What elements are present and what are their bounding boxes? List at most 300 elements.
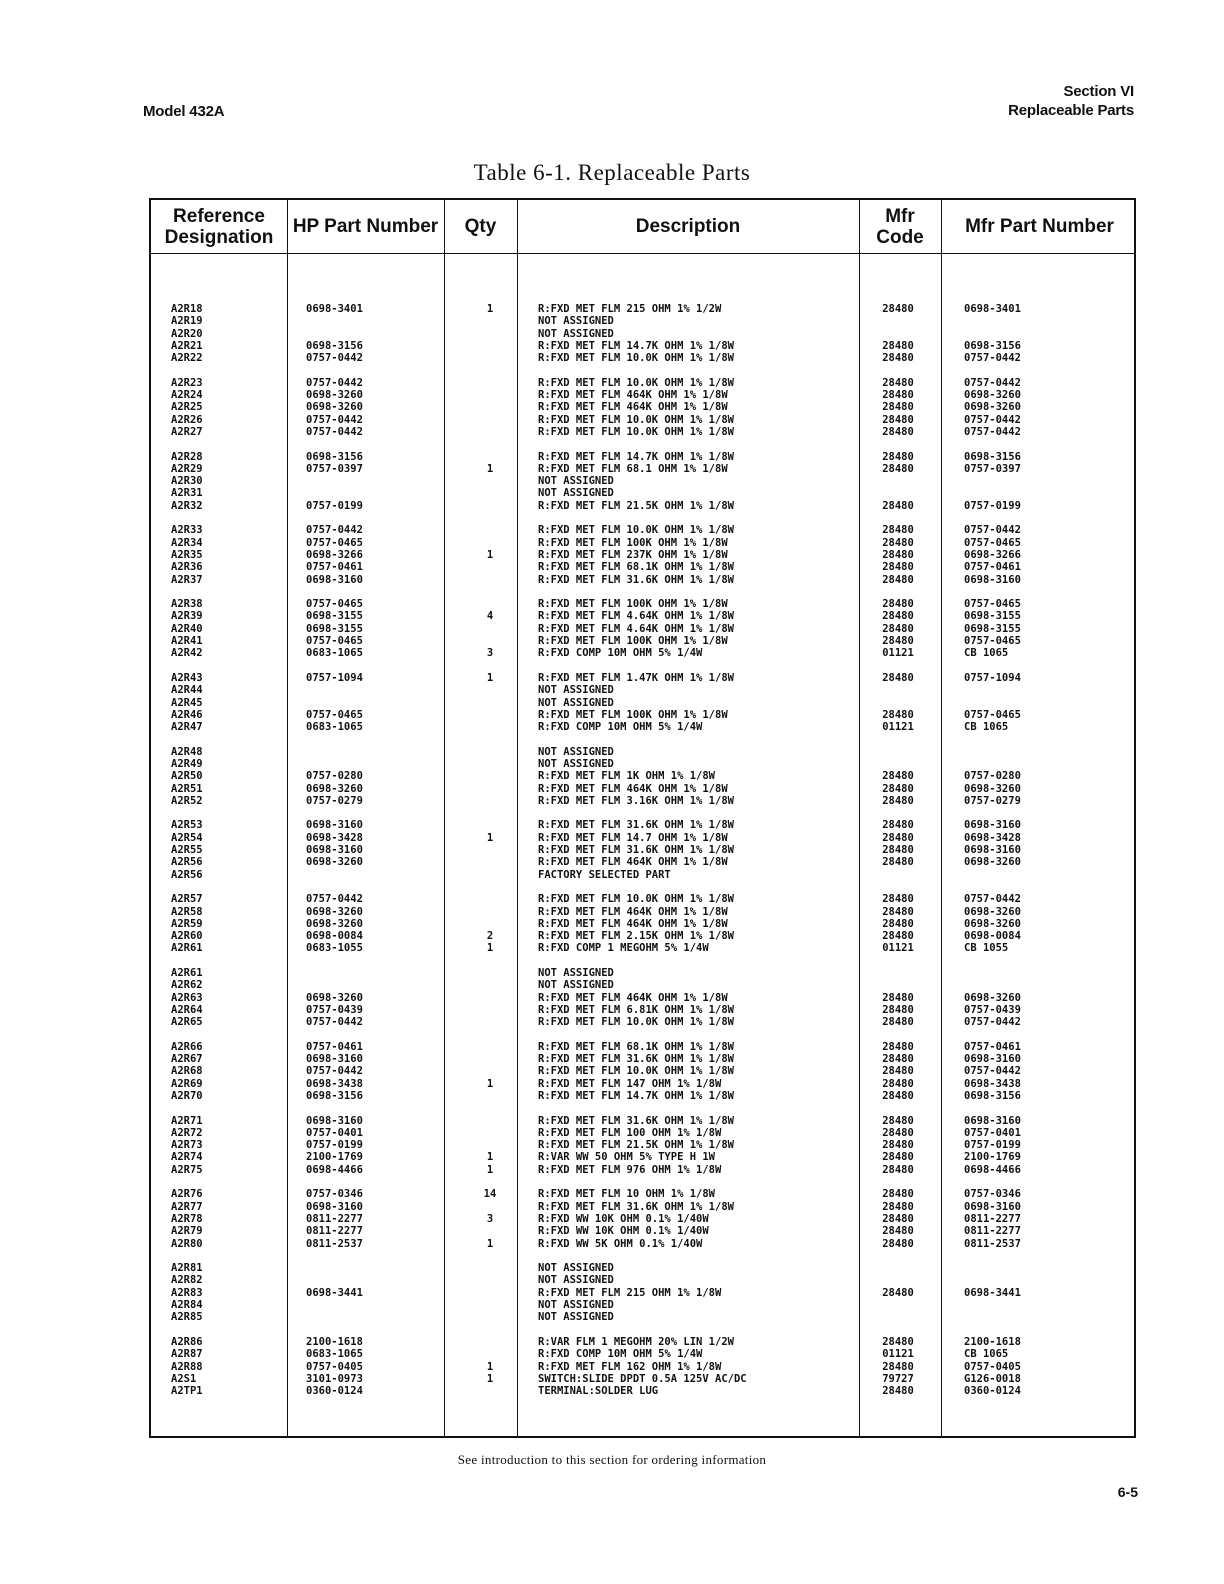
description-cell: R:FXD MET FLM 10.0K OHM 1% 1/8W [538, 893, 734, 906]
table-row [0, 623, 1224, 635]
reference-designation-cell: A2R36 [171, 561, 203, 574]
hp-part-number-cell: 0757-0199 [306, 1139, 363, 1152]
mfr-part-number-cell: 0757-0442 [964, 1016, 1021, 1029]
mfr-code-cell: 28480 [882, 1212, 914, 1225]
reference-designation-cell: A2S1 [171, 1372, 197, 1385]
description-cell: NOT ASSIGNED [538, 327, 614, 340]
col-header-description: Description [635, 216, 741, 237]
reference-designation-cell: A2R41 [171, 635, 203, 648]
reference-designation-cell: A2R78 [171, 1212, 203, 1225]
table-row [0, 389, 1224, 401]
reference-designation-cell: A2R22 [171, 352, 203, 365]
table-row [0, 1225, 1224, 1237]
reference-designation-cell: A2R68 [171, 1065, 203, 1078]
table-row [0, 684, 1224, 696]
reference-designation-cell: A2R18 [171, 303, 203, 315]
hp-part-number-cell: 0698-3160 [306, 819, 363, 832]
mfr-code-cell: 28480 [882, 401, 914, 414]
description-cell: R:FXD MET FLM 976 OHM 1% 1/8W [538, 1163, 722, 1176]
mfr-part-number-cell: 0698-0084 [964, 930, 1021, 943]
mfr-part-number-cell: 0698-3438 [964, 1077, 1021, 1090]
section-number: Section VI [1063, 83, 1134, 100]
reference-designation-cell: A2R46 [171, 708, 203, 721]
table-row [0, 1213, 1224, 1225]
mfr-code-cell: 28480 [882, 524, 914, 537]
reference-designation-cell: A2R73 [171, 1139, 203, 1152]
table-row [0, 1004, 1224, 1016]
section-header [1008, 82, 1134, 120]
table-row [0, 549, 1224, 561]
mfr-part-number-cell: 0698-3266 [964, 548, 1021, 561]
hp-part-number-cell: 0683-1065 [306, 721, 363, 734]
mfr-code-cell: 01121 [882, 1348, 914, 1361]
hp-part-number-cell: 0698-4466 [306, 1163, 363, 1176]
description-cell: R:FXD MET FLM 464K OHM 1% 1/8W [538, 782, 728, 795]
qty-cell: 1 [486, 1372, 494, 1385]
mfr-part-number-cell: 0757-0401 [964, 1126, 1021, 1139]
description-cell: R:FXD MET FLM 10.0K OHM 1% 1/8W [538, 413, 734, 426]
mfr-part-number-cell: 0698-3160 [964, 1114, 1021, 1127]
table-row [0, 1373, 1224, 1385]
description-cell: R:FXD MET FLM 215 OHM 1% 1/8W [538, 1286, 722, 1299]
description-cell: NOT ASSIGNED [538, 1299, 614, 1312]
mfr-code-cell: 28480 [882, 782, 914, 795]
qty-cell: 1 [486, 1360, 494, 1373]
row-group [0, 967, 1224, 1028]
mfr-part-number-cell: 0698-3401 [964, 303, 1021, 315]
qty-cell: 1 [486, 1151, 494, 1164]
col-header-hp-part-number: HP Part Number [292, 216, 439, 237]
mfr-code-cell: 28480 [882, 671, 914, 684]
hp-part-number-cell: 0757-0442 [306, 376, 363, 389]
mfr-code-cell: 28480 [882, 339, 914, 352]
hp-part-number-cell: 0811-2277 [306, 1225, 363, 1238]
mfr-code-cell: 28480 [882, 1151, 914, 1164]
mfr-code-cell: 28480 [882, 413, 914, 426]
mfr-code-cell: 28480 [882, 1225, 914, 1238]
qty-cell: 4 [486, 610, 494, 623]
table-row [0, 315, 1224, 327]
description-cell: R:FXD COMP 10M OHM 5% 1/4W [538, 647, 703, 660]
mfr-code-cell: 28480 [882, 844, 914, 857]
mfr-part-number-cell: 2100-1618 [964, 1335, 1021, 1348]
table-row [0, 561, 1224, 573]
mfr-part-number-cell: 0757-0465 [964, 635, 1021, 648]
hp-part-number-cell: 0757-0405 [306, 1360, 363, 1373]
reference-designation-cell: A2R54 [171, 831, 203, 844]
table-row [0, 942, 1224, 954]
description-cell: R:FXD MET FLM 1K OHM 1% 1/8W [538, 770, 716, 783]
mfr-part-number-cell: 0698-3441 [964, 1286, 1021, 1299]
ordering-note: See introduction to this section for ordering information [457, 1452, 767, 1467]
mfr-part-number-cell: 0811-2537 [964, 1237, 1021, 1250]
mfr-part-number-cell: G126-0018 [964, 1372, 1021, 1385]
mfr-code-cell: 28480 [882, 893, 914, 906]
table-title: Table 6-1. Replaceable Parts [473, 160, 751, 185]
qty-cell: 3 [486, 647, 494, 660]
description-cell: NOT ASSIGNED [538, 684, 614, 697]
table-row [0, 709, 1224, 721]
col-header-reference-designation: Reference Designation [164, 205, 274, 248]
reference-designation-cell: A2R70 [171, 1090, 203, 1102]
hp-part-number-cell: 0683-1065 [306, 647, 363, 660]
mfr-code-cell: 28480 [882, 622, 914, 635]
mfr-code-cell: 01121 [882, 721, 914, 734]
table-row [0, 1201, 1224, 1213]
mfr-part-number-cell: 0757-0439 [964, 1003, 1021, 1016]
description-cell: R:FXD MET FLM 464K OHM 1% 1/8W [538, 917, 728, 930]
reference-designation-cell: A2R26 [171, 413, 203, 426]
description-cell: R:FXD WW 10K OHM 0.1% 1/40W [538, 1212, 709, 1225]
mfr-part-number-cell: 0698-3160 [964, 1200, 1021, 1213]
mfr-part-number-cell: 0757-0279 [964, 794, 1021, 807]
reference-designation-cell: A2R57 [171, 893, 203, 906]
table-row [0, 303, 1224, 315]
mfr-code-cell: 28480 [882, 1200, 914, 1213]
hp-part-number-cell: 0757-0442 [306, 352, 363, 365]
mfr-part-number-cell: 0757-0465 [964, 536, 1021, 549]
mfr-part-number-cell: 0757-0442 [964, 352, 1021, 365]
description-cell: R:FXD COMP 10M OHM 5% 1/4W [538, 721, 703, 734]
qty-cell: 2 [486, 930, 494, 943]
row-group [0, 303, 1224, 364]
description-cell: R:FXD MET FLM 10 OHM 1% 1/8W [538, 1188, 716, 1201]
description-cell: R:FXD MET FLM 10.0K OHM 1% 1/8W [538, 376, 734, 389]
table-row [0, 1361, 1224, 1373]
reference-designation-cell: A2R21 [171, 339, 203, 352]
table-row [0, 844, 1224, 856]
row-group [0, 819, 1224, 880]
row-group [0, 1115, 1224, 1176]
table-row [0, 758, 1224, 770]
description-cell: NOT ASSIGNED [538, 475, 614, 488]
hp-part-number-cell: 0698-3260 [306, 389, 363, 402]
hp-part-number-cell: 0757-0199 [306, 499, 363, 512]
description-cell: R:FXD MET FLM 68.1 OHM 1% 1/8W [538, 462, 728, 475]
mfr-part-number-cell: 0757-0461 [964, 1040, 1021, 1053]
mfr-part-number-cell: 2100-1769 [964, 1151, 1021, 1164]
mfr-part-number-cell: 0698-3155 [964, 610, 1021, 623]
hp-part-number-cell: 0757-0442 [306, 1016, 363, 1029]
description-cell: NOT ASSIGNED [538, 1262, 614, 1275]
hp-part-number-cell: 0698-3260 [306, 991, 363, 1004]
hp-part-number-cell: 0698-3160 [306, 844, 363, 857]
reference-designation-cell: A2R80 [171, 1237, 203, 1250]
description-cell: R:FXD MET FLM 237K OHM 1% 1/8W [538, 548, 728, 561]
description-cell: R:FXD MET FLM 1.47K OHM 1% 1/8W [538, 671, 734, 684]
reference-designation-cell: A2R47 [171, 721, 203, 734]
description-cell: R:FXD MET FLM 100K OHM 1% 1/8W [538, 635, 728, 648]
mfr-part-number-cell: 0698-3156 [964, 450, 1021, 463]
table-row [0, 487, 1224, 499]
table-row [0, 979, 1224, 991]
mfr-code-cell: 28480 [882, 1053, 914, 1066]
mfr-code-cell: 28480 [882, 819, 914, 832]
description-cell: R:FXD MET FLM 21.5K OHM 1% 1/8W [538, 499, 734, 512]
mfr-part-number-cell: 0698-3428 [964, 831, 1021, 844]
reference-designation-cell: A2R32 [171, 499, 203, 512]
mfr-part-number-cell: 0698-3155 [964, 622, 1021, 635]
reference-designation-cell: A2R66 [171, 1040, 203, 1053]
table-row [0, 770, 1224, 782]
page-number: 6-5 [1117, 1484, 1138, 1500]
hp-part-number-cell: 0757-0397 [306, 462, 363, 475]
description-cell: R:FXD MET FLM 3.16K OHM 1% 1/8W [538, 794, 734, 807]
description-cell: R:FXD MET FLM 31.6K OHM 1% 1/8W [538, 1114, 734, 1127]
reference-designation-cell: A2R31 [171, 487, 203, 500]
qty-cell: 1 [486, 671, 494, 684]
table-row [0, 1336, 1224, 1348]
reference-designation-cell: A2R83 [171, 1286, 203, 1299]
header-divider [151, 253, 1134, 254]
hp-part-number-cell: 0757-1094 [306, 671, 363, 684]
hp-part-number-cell: 0811-2277 [306, 1212, 363, 1225]
qty-cell: 1 [486, 942, 494, 955]
row-group [0, 1336, 1224, 1397]
mfr-part-number-cell: 0698-3156 [964, 1090, 1021, 1102]
reference-designation-cell: A2R39 [171, 610, 203, 623]
qty-cell: 1 [486, 1163, 494, 1176]
table-row [0, 1151, 1224, 1163]
reference-designation-cell: A2R81 [171, 1262, 203, 1275]
reference-designation-cell: A2R30 [171, 475, 203, 488]
reference-designation-cell: A2R53 [171, 819, 203, 832]
table-row [0, 746, 1224, 758]
hp-part-number-cell: 0757-0442 [306, 425, 363, 438]
table-row [0, 475, 1224, 487]
hp-part-number-cell: 0757-0280 [306, 770, 363, 783]
mfr-part-number-cell: 0811-2277 [964, 1212, 1021, 1225]
reference-designation-cell: A2R40 [171, 622, 203, 635]
hp-part-number-cell: 0698-3266 [306, 548, 363, 561]
description-cell: R:FXD MET FLM 100K OHM 1% 1/8W [538, 708, 728, 721]
reference-designation-cell: A2R64 [171, 1003, 203, 1016]
description-cell: R:FXD MET FLM 31.6K OHM 1% 1/8W [538, 1053, 734, 1066]
description-cell: R:FXD WW 10K OHM 0.1% 1/40W [538, 1225, 709, 1238]
model-label: Model 432A [143, 103, 225, 120]
reference-designation-cell: A2R72 [171, 1126, 203, 1139]
reference-designation-cell: A2R52 [171, 794, 203, 807]
reference-designation-cell: A2R59 [171, 917, 203, 930]
hp-part-number-cell: 0698-3155 [306, 622, 363, 635]
description-cell: R:FXD WW 5K OHM 0.1% 1/40W [538, 1237, 703, 1250]
hp-part-number-cell: 2100-1769 [306, 1151, 363, 1164]
description-cell: R:FXD MET FLM 31.6K OHM 1% 1/8W [538, 573, 734, 586]
mfr-code-cell: 28480 [882, 561, 914, 574]
row-group [0, 377, 1224, 438]
description-cell: NOT ASSIGNED [538, 979, 614, 992]
hp-part-number-cell: 0757-0442 [306, 524, 363, 537]
mfr-code-cell: 28480 [882, 1237, 914, 1250]
table-row [0, 1274, 1224, 1286]
table-row [0, 856, 1224, 868]
mfr-part-number-cell: 0757-0442 [964, 1065, 1021, 1078]
mfr-part-number-cell: CB 1055 [964, 942, 1009, 955]
mfr-part-number-cell: 0757-0442 [964, 425, 1021, 438]
mfr-part-number-cell: 0698-3260 [964, 782, 1021, 795]
hp-part-number-cell: 0757-0465 [306, 598, 363, 611]
mfr-part-number-cell: 0757-0397 [964, 462, 1021, 475]
hp-part-number-cell: 0698-3155 [306, 610, 363, 623]
reference-designation-cell: A2R45 [171, 696, 203, 709]
qty-cell: 1 [486, 1237, 494, 1250]
description-cell: TERMINAL:SOLDER LUG [538, 1385, 659, 1398]
table-row [0, 697, 1224, 709]
mfr-part-number-cell: 0757-0442 [964, 413, 1021, 426]
reference-designation-cell: A2R63 [171, 991, 203, 1004]
reference-designation-cell: A2R79 [171, 1225, 203, 1238]
hp-part-number-cell: 0698-3260 [306, 917, 363, 930]
hp-part-number-cell: 0698-3438 [306, 1077, 363, 1090]
mfr-code-cell: 28480 [882, 425, 914, 438]
mfr-part-number-cell: 0698-3160 [964, 844, 1021, 857]
description-cell: R:FXD MET FLM 68.1K OHM 1% 1/8W [538, 561, 734, 574]
qty-cell: 1 [486, 1077, 494, 1090]
reference-designation-cell: A2R75 [171, 1163, 203, 1176]
table-row [0, 463, 1224, 475]
table-row [0, 1016, 1224, 1028]
mfr-code-cell: 28480 [882, 770, 914, 783]
qty-cell: 1 [486, 462, 494, 475]
table-row [0, 1287, 1224, 1299]
reference-designation-cell: A2R35 [171, 548, 203, 561]
hp-part-number-cell: 2100-1618 [306, 1335, 363, 1348]
table-row [0, 1164, 1224, 1176]
section-title: Replaceable Parts [1008, 102, 1134, 119]
row-group [0, 524, 1224, 585]
description-cell: R:FXD MET FLM 464K OHM 1% 1/8W [538, 905, 728, 918]
description-cell: R:FXD MET FLM 10.0K OHM 1% 1/8W [538, 425, 734, 438]
mfr-part-number-cell: 0698-3160 [964, 819, 1021, 832]
description-cell: R:FXD MET FLM 464K OHM 1% 1/8W [538, 991, 728, 1004]
reference-designation-cell: A2R50 [171, 770, 203, 783]
reference-designation-cell: A2R61 [171, 967, 203, 980]
table-row [0, 930, 1224, 942]
reference-designation-cell: A2R84 [171, 1299, 203, 1312]
mfr-part-number-cell: 0757-0405 [964, 1360, 1021, 1373]
mfr-code-cell: 28480 [882, 303, 914, 315]
mfr-part-number-cell: 0698-3160 [964, 1053, 1021, 1066]
row-group [0, 672, 1224, 733]
reference-designation-cell: A2R56 [171, 868, 203, 881]
table-row [0, 1385, 1224, 1397]
hp-part-number-cell: 0757-0442 [306, 893, 363, 906]
description-cell: NOT ASSIGNED [538, 967, 614, 980]
mfr-code-cell: 28480 [882, 1163, 914, 1176]
table-row [0, 832, 1224, 844]
row-group [0, 598, 1224, 659]
description-cell: R:FXD MET FLM 162 OHM 1% 1/8W [538, 1360, 722, 1373]
mfr-part-number-cell: CB 1065 [964, 1348, 1009, 1361]
table-row [0, 500, 1224, 512]
row-group [0, 1262, 1224, 1323]
reference-designation-cell: A2R62 [171, 979, 203, 992]
description-cell: R:FXD MET FLM 215 OHM 1% 1/2W [538, 303, 722, 315]
reference-designation-cell: A2R43 [171, 671, 203, 684]
description-cell: NOT ASSIGNED [538, 1274, 614, 1287]
row-group [0, 746, 1224, 807]
table-row [0, 918, 1224, 930]
table-row [0, 906, 1224, 918]
mfr-part-number-cell: CB 1065 [964, 647, 1009, 660]
table-row [0, 1238, 1224, 1250]
mfr-code-cell: 28480 [882, 1016, 914, 1029]
hp-part-number-cell: 0757-0461 [306, 1040, 363, 1053]
reference-designation-cell: A2R33 [171, 524, 203, 537]
mfr-code-cell: 28480 [882, 536, 914, 549]
mfr-code-cell: 28480 [882, 856, 914, 869]
hp-part-number-cell: 0698-3428 [306, 831, 363, 844]
qty-cell: 1 [486, 548, 494, 561]
hp-part-number-cell: 0360-0124 [306, 1385, 363, 1398]
table-row [0, 819, 1224, 831]
table-row [0, 610, 1224, 622]
reference-designation-cell: A2R29 [171, 462, 203, 475]
hp-part-number-cell: 0757-0461 [306, 561, 363, 574]
mfr-code-cell: 28480 [882, 1040, 914, 1053]
table-row [0, 1262, 1224, 1274]
reference-designation-cell: A2R34 [171, 536, 203, 549]
mfr-code-cell: 28480 [882, 1077, 914, 1090]
description-cell: R:FXD MET FLM 464K OHM 1% 1/8W [538, 389, 728, 402]
table-row [0, 1127, 1224, 1139]
description-cell: R:FXD MET FLM 10.0K OHM 1% 1/8W [538, 352, 734, 365]
hp-part-number-cell: 0757-0442 [306, 1065, 363, 1078]
mfr-part-number-cell: 0698-3260 [964, 401, 1021, 414]
mfr-code-cell: 28480 [882, 462, 914, 475]
reference-designation-cell: A2R38 [171, 598, 203, 611]
mfr-part-number-cell: 0698-3260 [964, 905, 1021, 918]
description-cell: R:FXD MET FLM 31.6K OHM 1% 1/8W [538, 819, 734, 832]
reference-designation-cell: A2R25 [171, 401, 203, 414]
reference-designation-cell: A2R65 [171, 1016, 203, 1029]
table-row [0, 1053, 1224, 1065]
description-cell: R:FXD MET FLM 147 OHM 1% 1/8W [538, 1077, 722, 1090]
mfr-part-number-cell: 0757-0199 [964, 499, 1021, 512]
table-row [0, 1188, 1224, 1200]
table-row [0, 574, 1224, 586]
table-row [0, 377, 1224, 389]
table-row [0, 352, 1224, 364]
hp-part-number-cell: 0698-3260 [306, 856, 363, 869]
mfr-code-cell: 28480 [882, 389, 914, 402]
mfr-code-cell: 28480 [882, 573, 914, 586]
hp-part-number-cell: 0698-3160 [306, 1114, 363, 1127]
hp-part-number-cell: 0757-0401 [306, 1126, 363, 1139]
description-cell: R:FXD MET FLM 100K OHM 1% 1/8W [538, 598, 728, 611]
reference-designation-cell: A2R87 [171, 1348, 203, 1361]
reference-designation-cell: A2R56 [171, 856, 203, 869]
hp-part-number-cell: 0757-0279 [306, 794, 363, 807]
hp-part-number-cell: 0698-0084 [306, 930, 363, 943]
table-row [0, 795, 1224, 807]
table-row [0, 537, 1224, 549]
mfr-part-number-cell: 0698-3260 [964, 917, 1021, 930]
mfr-part-number-cell: 0698-3260 [964, 389, 1021, 402]
mfr-code-cell: 28480 [882, 1188, 914, 1201]
hp-part-number-cell: 0811-2537 [306, 1237, 363, 1250]
reference-designation-cell: A2R61 [171, 942, 203, 955]
description-cell: R:FXD MET FLM 10.0K OHM 1% 1/8W [538, 1016, 734, 1029]
reference-designation-cell: A2R49 [171, 757, 203, 770]
mfr-code-cell: 28480 [882, 1385, 914, 1398]
hp-part-number-cell: 0683-1065 [306, 1348, 363, 1361]
description-cell: NOT ASSIGNED [538, 745, 614, 758]
table-row [0, 1311, 1224, 1323]
reference-designation-cell: A2R23 [171, 376, 203, 389]
hp-part-number-cell: 0698-3441 [306, 1286, 363, 1299]
mfr-code-cell: 28480 [882, 1003, 914, 1016]
